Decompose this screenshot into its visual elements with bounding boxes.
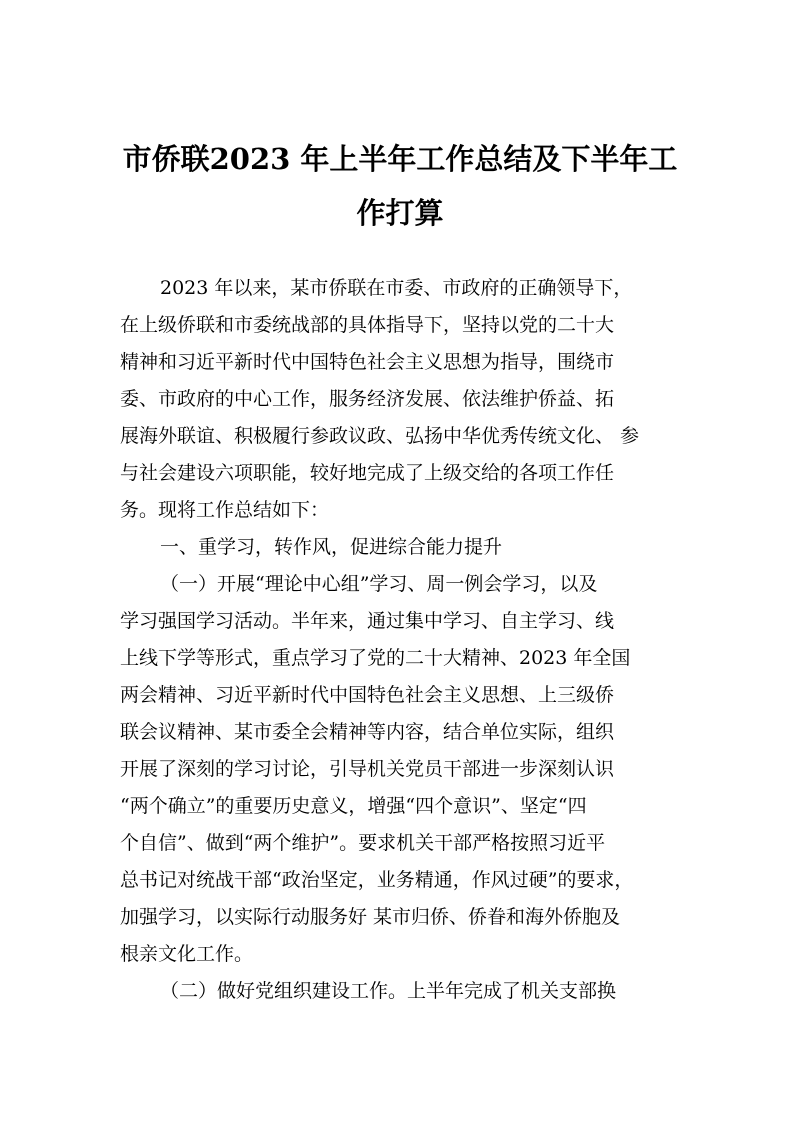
- sub1-line-10: 加强学习，以实际行动服务好 某市归侨、侨眷和海外侨胞及: [120, 906, 621, 928]
- sub1-line-3: 上线下学等形式，重点学习了党的二十大精神、2023 年全国: [120, 647, 631, 669]
- intro-line-6: 与社会建设六项职能，较好地完成了上级交给的各项工作任: [120, 462, 615, 484]
- sub2-line-1: （二）做好党组织建设工作。上半年完成了机关支部换: [160, 980, 617, 1002]
- section-heading-1: 一、重学习，转作风，促进综合能力提升: [160, 536, 503, 558]
- sub1-line-4: 两会精神、习近平新时代中国特色社会主义思想、上三级侨: [120, 684, 615, 706]
- intro-line-3: 精神和习近平新时代中国特色社会主义思想为指导，围绕市: [120, 351, 615, 373]
- sub1-line-6: 开展了深刻的学习讨论，引导机关党员干部进一步深刻认识: [120, 758, 615, 780]
- sub1-line-9: 总书记对统战干部“政治坚定，业务精通，作风过硬”的要求，: [120, 869, 634, 891]
- sub1-line-1: （一）开展“理论中心组”学习、周一例会学习，以及: [160, 573, 598, 595]
- document-title: [120, 132, 680, 240]
- intro-line-7: 务。现将工作总结如下：: [120, 499, 330, 521]
- intro-line-4: 委、市政府的中心工作，服务经济发展、依法维护侨益、拓: [120, 388, 615, 410]
- document-body: [120, 270, 678, 1010]
- sub1-line-2: 学习强国学习活动。半年来，通过集中学习、自主学习、线: [120, 610, 615, 632]
- sub1-line-11: 根亲文化工作。: [120, 943, 254, 965]
- sub1-line-8: 个自信”、做到“两个维护”。要求机关干部严格按照习近平: [120, 832, 606, 854]
- sub1-line-5: 联会议精神、某市委全会精神等内容，结合单位实际，组织: [120, 721, 615, 743]
- intro-line-2: 在上级侨联和市委统战部的具体指导下，坚持以党的二十大: [120, 314, 615, 336]
- title-line-1: 市侨联2023 年上半年工作总结及下半年工: [122, 142, 678, 176]
- title-line-2: 作打算: [356, 196, 444, 230]
- subsection-2-paragraph: [120, 973, 678, 1010]
- subsection-1-paragraph: [120, 566, 678, 973]
- sub1-line-7: “两个确立”的重要历史意义，增强“四个意识”、坚定“四: [120, 795, 587, 817]
- intro-paragraph: [120, 270, 678, 529]
- intro-line-5: 展海外联谊、积极履行参政议政、弘扬中华优秀传统文化、 参: [120, 425, 640, 447]
- intro-line-1: 2023 年以来，某市侨联在市委、市政府的正确领导下，: [160, 277, 633, 299]
